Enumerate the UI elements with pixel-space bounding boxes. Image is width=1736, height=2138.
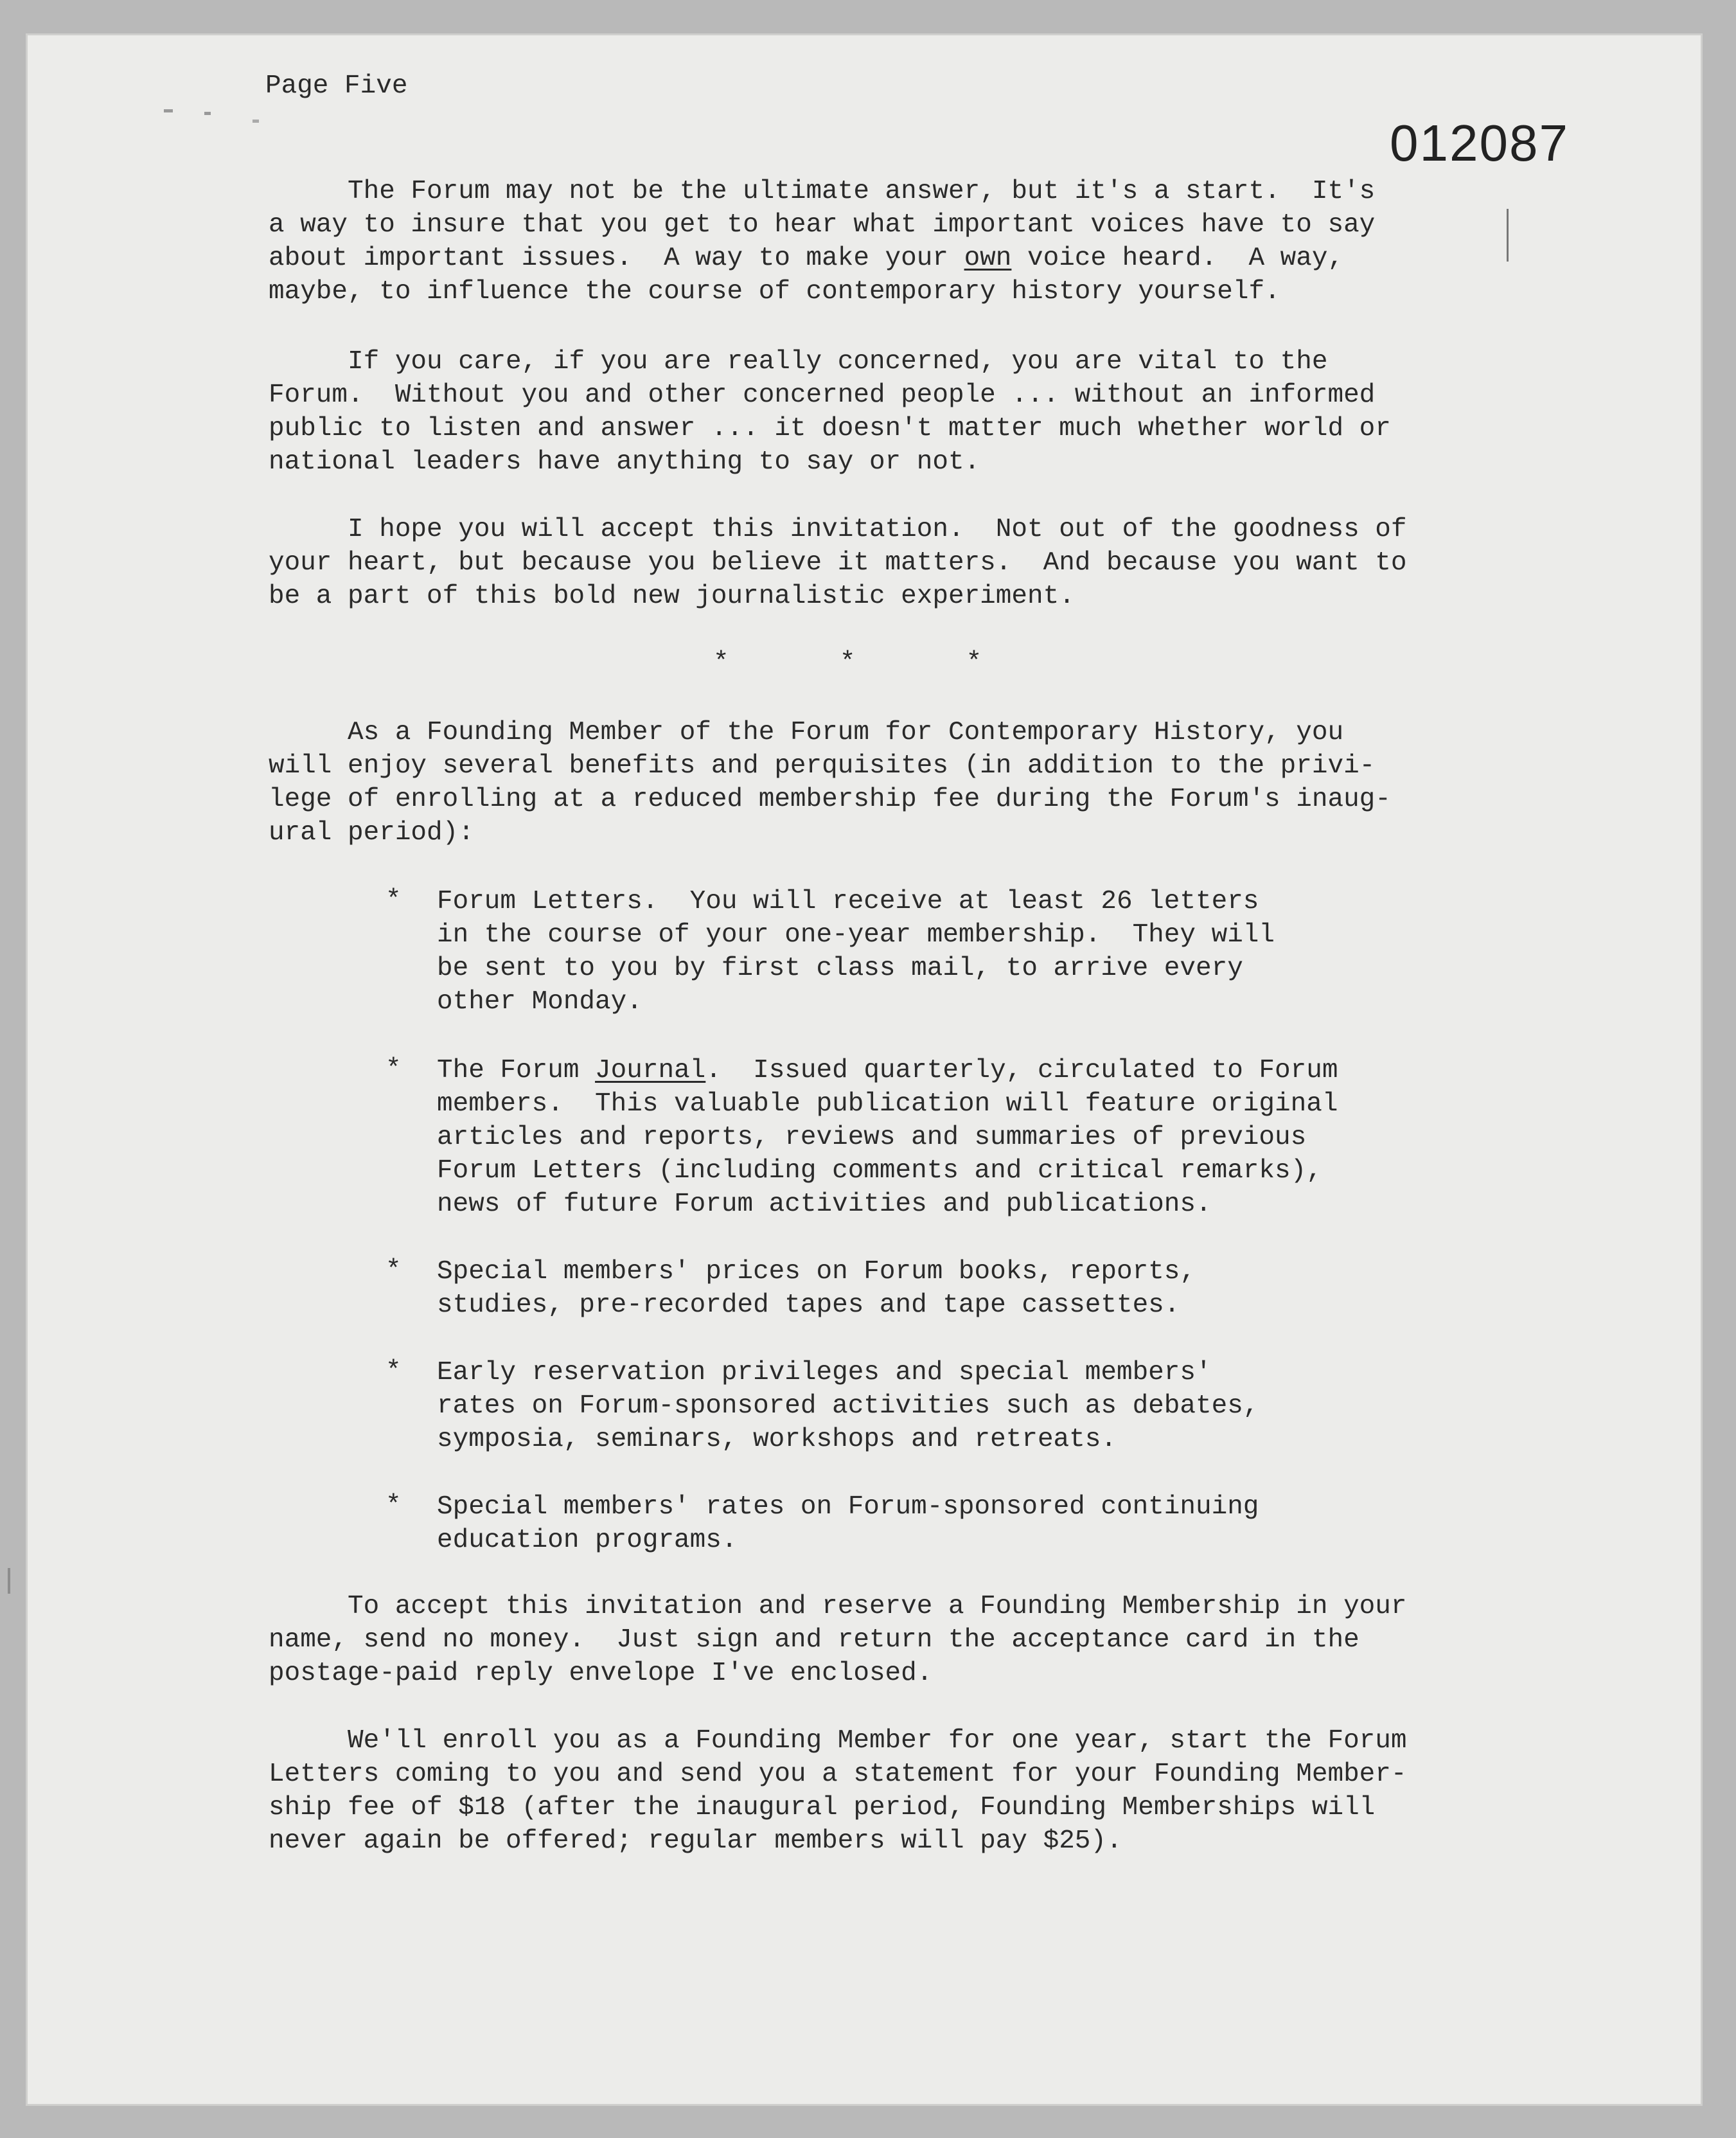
text-line — [437, 1054, 1338, 1087]
text-line: be sent to you by first class mail, to arrive every — [437, 954, 1243, 983]
text-span: voice heard. A way, — [1011, 244, 1344, 273]
text-line: Forum Letters. You will receive at least 26 letters — [437, 887, 1259, 916]
text-span: about important issues. A way to make your — [269, 244, 964, 273]
scan-edge-mark — [8, 1568, 10, 1594]
text-line — [269, 242, 1343, 275]
text-line: postage-paid reply envelope I've enclosed. — [269, 1659, 933, 1688]
text-line: news of future Forum activities and publications. — [437, 1189, 1212, 1219]
text-line: name, send no money. Just sign and return the acceptance card in the — [269, 1625, 1360, 1655]
text-line: lege of enrolling at a reduced membership fee during the Forum's inaug- — [269, 785, 1391, 814]
text-line: If you care, if you are really concerned, you are vital to the — [269, 347, 1328, 377]
bullet-marker: * — [385, 1357, 402, 1386]
text-line: never again be offered; regular members will pay $25). — [269, 1826, 1122, 1856]
text-line: national leaders have anything to say or not. — [269, 447, 980, 477]
bullet-marker: * — [385, 886, 402, 915]
document-number: 012087 — [1390, 114, 1569, 172]
text-line: rates on Forum-sponsored activities such as debates, — [437, 1391, 1259, 1421]
text-line: Forum Letters (including comments and critical remarks), — [437, 1156, 1322, 1186]
page-label: Page Five — [265, 71, 408, 101]
text-line: maybe, to influence the course of contemporary history yourself. — [269, 277, 1280, 307]
bullet-marker: * — [385, 1491, 402, 1520]
text-line: education programs. — [437, 1526, 738, 1555]
text-span: . Issued quarterly, circulated to Forum — [705, 1056, 1338, 1085]
text-line: public to listen and answer ... it doesn't matter much whether world or — [269, 414, 1391, 443]
text-span: The Forum — [437, 1056, 596, 1085]
text-line: ship fee of $18 (after the inaugural period, Founding Memberships will — [269, 1793, 1376, 1822]
text-line: Forum. Without you and other concerned people ... without an informed — [269, 380, 1376, 410]
text-line: a way to insure that you get to hear what important voices have to say — [269, 210, 1376, 240]
text-line: ural period): — [269, 818, 474, 848]
text-line: be a part of this bold new journalistic experiment. — [269, 582, 1075, 611]
underlined-word: own — [964, 244, 1012, 273]
scan-smudge — [204, 112, 211, 115]
text-line: Letters coming to you and send you a statement for your Founding Member- — [269, 1759, 1407, 1789]
bullet-marker: * — [385, 1055, 402, 1084]
scan-smudge — [164, 109, 173, 112]
text-line: We'll enroll you as a Founding Member for one year, start the Forum — [269, 1726, 1407, 1756]
bullet-marker: * — [385, 1256, 402, 1285]
text-line: other Monday. — [437, 987, 642, 1017]
underlined-word: Journal — [595, 1056, 706, 1085]
text-line: studies, pre-recorded tapes and tape cassettes. — [437, 1290, 1180, 1320]
text-line: in the course of your one-year membership. They will — [437, 920, 1275, 950]
text-line: To accept this invitation and reserve a Founding Membership in your — [269, 1592, 1407, 1621]
scan-smudge — [252, 120, 259, 123]
text-line: Special members' rates on Forum-sponsored continuing — [437, 1492, 1259, 1522]
text-line: As a Founding Member of the Forum for Contemporary History, you — [269, 718, 1344, 747]
text-line: your heart, but because you believe it matters. And because you want to — [269, 548, 1407, 578]
margin-pencil-mark — [1507, 209, 1509, 262]
text-line: members. This valuable publication will feature original — [437, 1089, 1338, 1119]
text-line: articles and reports, reviews and summaries of previous — [437, 1123, 1307, 1152]
section-separator: * * * — [713, 648, 982, 677]
text-line: will enjoy several benefits and perquisites (in addition to the privi- — [269, 751, 1376, 781]
text-line: Early reservation privileges and special members' — [437, 1358, 1212, 1387]
text-line: symposia, seminars, workshops and retreats. — [437, 1425, 1117, 1454]
text-line: I hope you will accept this invitation. Not out of the goodness of — [269, 515, 1407, 544]
text-line: Special members' prices on Forum books, reports, — [437, 1257, 1196, 1287]
text-line: The Forum may not be the ultimate answer, but it's a start. It's — [269, 177, 1376, 206]
